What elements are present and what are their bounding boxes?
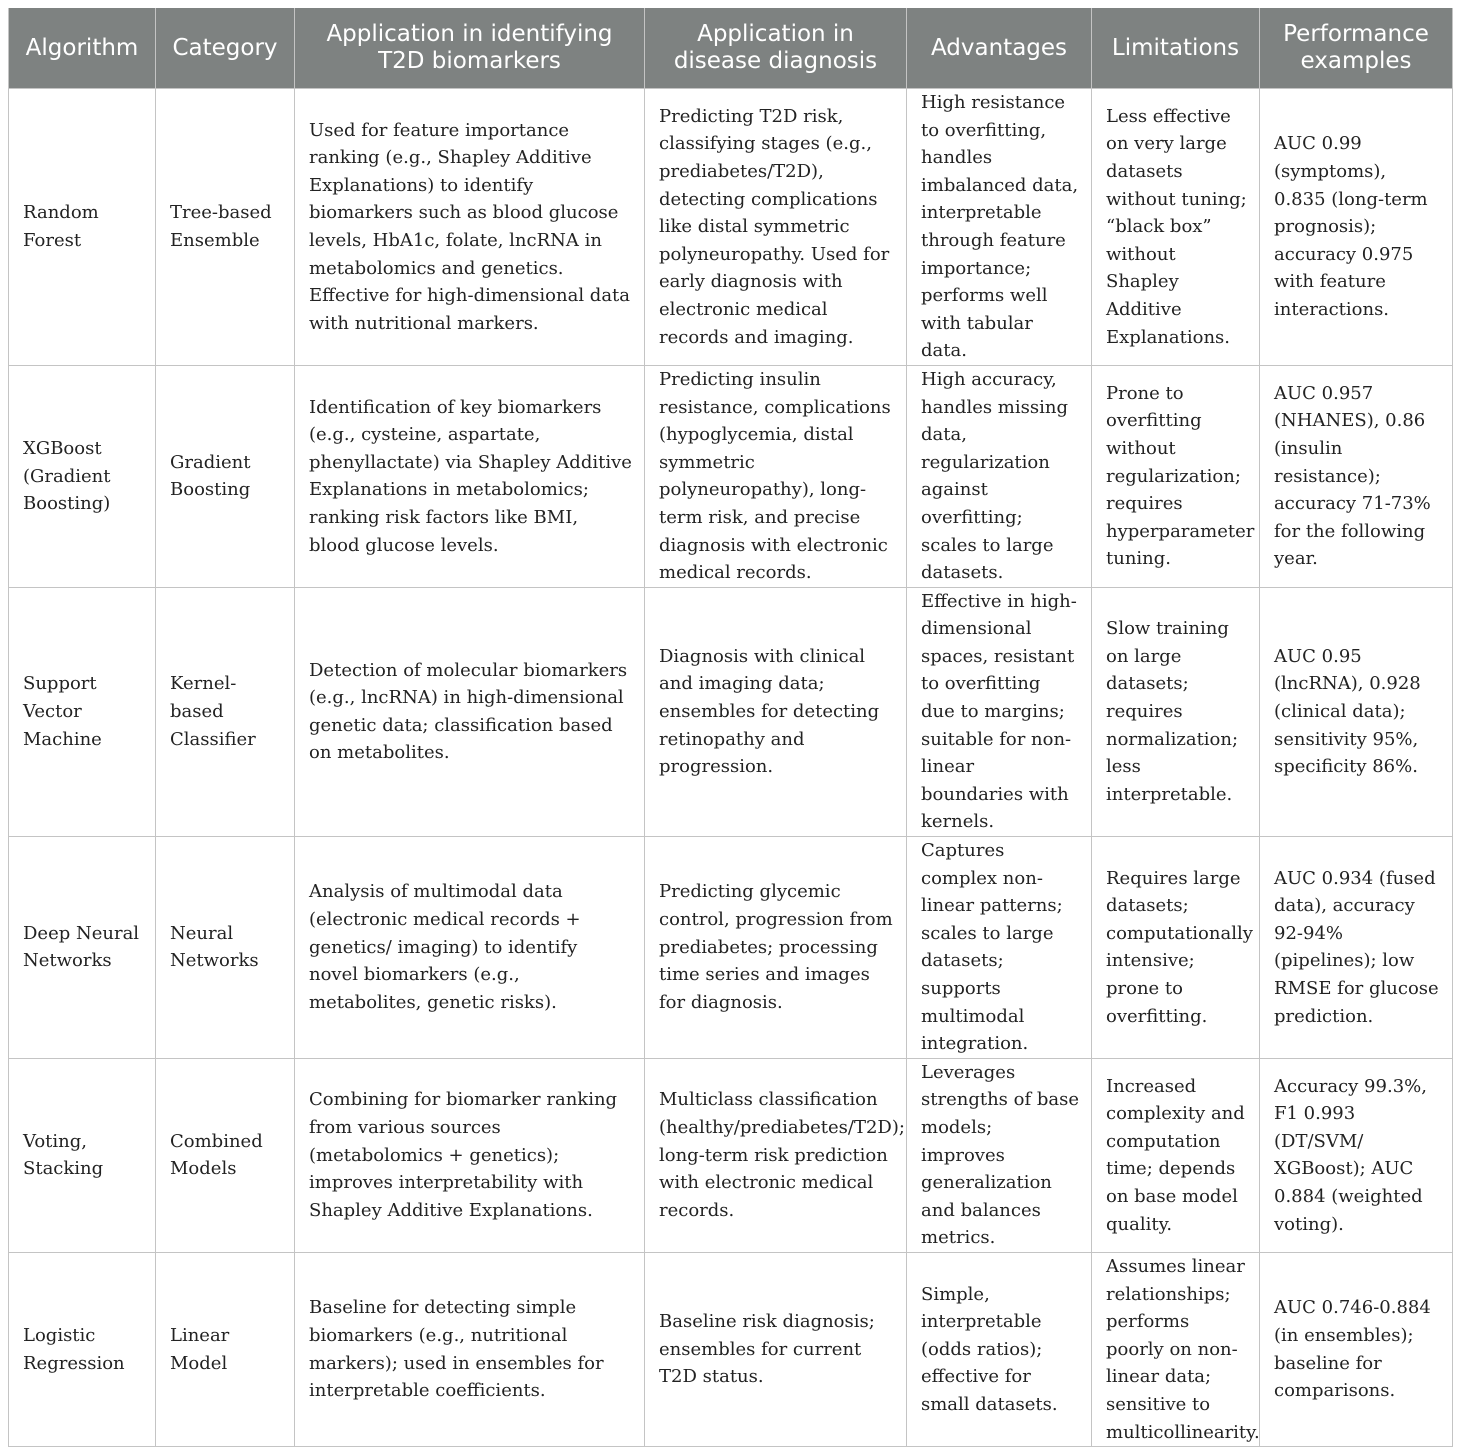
cell-performance: AUC 0.746-0.884 (in ensembles); baseline for comparisons. (1260, 1252, 1453, 1446)
cell-diagnosis: Predicting T2D risk, classifying stages (e.g., prediabetes/T2D), detecting complications like distal symmetric polyneuropathy. Used for early diagnosis with electronic medical records and imaging. (645, 89, 907, 366)
cell-diagnosis: Multiclass classification (healthy/prediabetes/T2D); long-term risk prediction with electronic medical records. (645, 1058, 907, 1252)
header-category: Category (156, 8, 295, 89)
cell-category: Gradient Boosting (156, 365, 295, 587)
cell-category: Linear Model (156, 1252, 295, 1446)
cell-performance: AUC 0.95 (lncRNA), 0.928 (clinical data); sensitivity 95%, specificity 86%. (1260, 587, 1453, 836)
header-limitations: Limitations (1092, 8, 1260, 89)
cell-performance: AUC 0.99 (symptoms), 0.835 (long-term prognosis); accuracy 0.975 with feature interactions. (1260, 89, 1453, 366)
table-row (9, 365, 1453, 587)
cell-advantages: High accuracy, handles missing data, regularization against overfitting; scales to large datasets. (907, 365, 1092, 587)
header-advantages: Advantages (907, 8, 1092, 89)
cell-biomarkers: Baseline for detecting simple biomarkers (e.g., nutritional markers); used in ensembles for interpretable coefficients. (295, 1252, 645, 1446)
cell-performance: AUC 0.957 (NHANES), 0.86 (insulin resistance); accuracy 71-73% for the following year. (1260, 365, 1453, 587)
header-row (9, 8, 1453, 89)
cell-limitations: Requires large datasets; computationally intensive; prone to overfitting. (1092, 837, 1260, 1059)
cell-biomarkers: Identification of key biomarkers (e.g., cysteine, aspartate, phenyllactate) via Shapley Additive Explanations in metabolomics; ranking risk factors like BMI, blood glucose levels. (295, 365, 645, 587)
table-row (9, 1252, 1453, 1446)
cell-algorithm: Deep Neural Networks (9, 837, 156, 1059)
cell-limitations: Increased complexity and computation time; depends on base model quality. (1092, 1058, 1260, 1252)
cell-algorithm: XGBoost (Gradient Boosting) (9, 365, 156, 587)
cell-performance: Accuracy 99.3%, F1 0.993 (DT/SVM/ XGBoost); AUC 0.884 (weighted voting). (1260, 1058, 1453, 1252)
cell-limitations: Less effective on very large datasets without tuning; “black box” without Shapley Additive Explanations. (1092, 89, 1260, 366)
cell-biomarkers: Analysis of multimodal data (electronic medical records + genetics/ imaging) to identify novel biomarkers (e.g., metabolites, genetic risks). (295, 837, 645, 1059)
cell-algorithm: Support Vector Machine (9, 587, 156, 836)
cell-algorithm: Random Forest (9, 89, 156, 366)
header-performance: Performance examples (1260, 8, 1453, 89)
cell-diagnosis: Predicting glycemic control, progression from prediabetes; processing time series and images for diagnosis. (645, 837, 907, 1059)
cell-algorithm: Logistic Regression (9, 1252, 156, 1446)
table-row (9, 587, 1453, 836)
cell-category: Combined Models (156, 1058, 295, 1252)
cell-category: Kernel-based Classifier (156, 587, 295, 836)
cell-advantages: Simple, interpretable (odds ratios); effective for small datasets. (907, 1252, 1092, 1446)
cell-algorithm: Voting, Stacking (9, 1058, 156, 1252)
cell-category: Tree-based Ensemble (156, 89, 295, 366)
table-row (9, 1058, 1453, 1252)
header-diagnosis: Application in disease diagnosis (645, 8, 907, 89)
cell-limitations: Assumes linear relationships; performs poorly on non-linear data; sensitive to multicollinearity. (1092, 1252, 1260, 1446)
cell-limitations: Prone to overfitting without regularization; requires hyperparameter tuning. (1092, 365, 1260, 587)
cell-advantages: Captures complex non-linear patterns; scales to large datasets; supports multimodal integration. (907, 837, 1092, 1059)
cell-diagnosis: Baseline risk diagnosis; ensembles for current T2D status. (645, 1252, 907, 1446)
cell-biomarkers: Used for feature importance ranking (e.g., Shapley Additive Explanations) to identify biomarkers such as blood glucose levels, HbA1c, folate, lncRNA in metabolomics and genetics. Effective for high-dimensional data with nutritional markers. (295, 89, 645, 366)
cell-biomarkers: Combining for biomarker ranking from various sources (metabolomics + genetics); improves interpretability with Shapley Additive Explanations. (295, 1058, 645, 1252)
cell-biomarkers: Detection of molecular biomarkers (e.g., lncRNA) in high-dimensional genetic data; classification based on metabolites. (295, 587, 645, 836)
cell-advantages: High resistance to overfitting, handles imbalanced data, interpretable through feature importance; performs well with tabular data. (907, 89, 1092, 366)
header-algorithm: Algorithm (9, 8, 156, 89)
cell-limitations: Slow training on large datasets; requires normalization; less interpretable. (1092, 587, 1260, 836)
algorithms-table (8, 8, 1453, 1447)
cell-advantages: Leverages strengths of base models; improves generalization and balances metrics. (907, 1058, 1092, 1252)
cell-diagnosis: Diagnosis with clinical and imaging data; ensembles for detecting retinopathy and progression. (645, 587, 907, 836)
cell-category: Neural Networks (156, 837, 295, 1059)
cell-advantages: Effective in high-dimensional spaces, resistant to overfitting due to margins; suitable for non-linear boundaries with kernels. (907, 587, 1092, 836)
cell-diagnosis: Predicting insulin resistance, complications (hypoglycemia, distal symmetric polyneuropathy), long-term risk, and precise diagnosis with electronic medical records. (645, 365, 907, 587)
table-row (9, 89, 1453, 366)
table-row (9, 837, 1453, 1059)
header-biomarkers: Application in identifying T2D biomarkers (295, 8, 645, 89)
cell-performance: AUC 0.934 (fused data), accuracy 92-94% (pipelines); low RMSE for glucose prediction. (1260, 837, 1453, 1059)
